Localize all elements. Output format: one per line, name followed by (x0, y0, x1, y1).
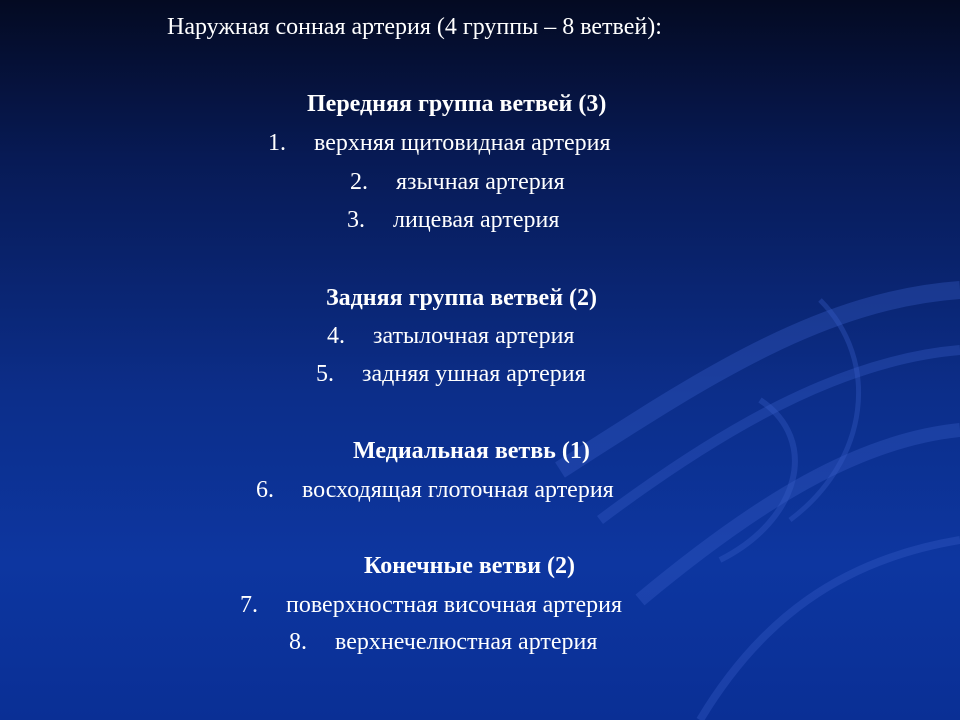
item-number: 6. (256, 477, 274, 503)
item-number: 5. (316, 361, 334, 387)
slide-title: Наружная сонная артерия (4 группы – 8 ветвей): (167, 14, 662, 40)
list-item (268, 128, 611, 158)
item-text: лицевая артерия (393, 207, 560, 233)
item-number: 1. (268, 130, 286, 156)
group-heading-anterior: Передняя группа ветвей (3) (307, 91, 607, 117)
item-number: 8. (289, 629, 307, 655)
list-item (327, 321, 574, 351)
list-item (316, 359, 586, 389)
group-heading-medial: Медиальная ветвь (1) (353, 438, 590, 464)
group-heading-terminal: Конечные ветви (2) (364, 553, 576, 579)
item-text: задняя ушная артерия (362, 361, 586, 387)
list-item (240, 590, 622, 620)
item-number: 2. (350, 169, 368, 195)
item-text: верхнечелюстная артерия (335, 629, 598, 655)
list-item (289, 627, 597, 657)
item-text: верхняя щитовидная артерия (314, 130, 611, 156)
list-item (350, 167, 565, 197)
item-number: 4. (327, 323, 345, 349)
item-number: 7. (240, 592, 258, 618)
list-item (347, 205, 559, 235)
item-text: язычная артерия (396, 169, 565, 195)
group-heading-posterior: Задняя группа ветвей (2) (326, 285, 598, 311)
list-item (256, 475, 614, 505)
item-number: 3. (347, 207, 365, 233)
item-text: затылочная артерия (373, 323, 575, 349)
item-text: поверхностная височная артерия (286, 592, 622, 618)
item-text: восходящая глоточная артерия (302, 477, 614, 503)
